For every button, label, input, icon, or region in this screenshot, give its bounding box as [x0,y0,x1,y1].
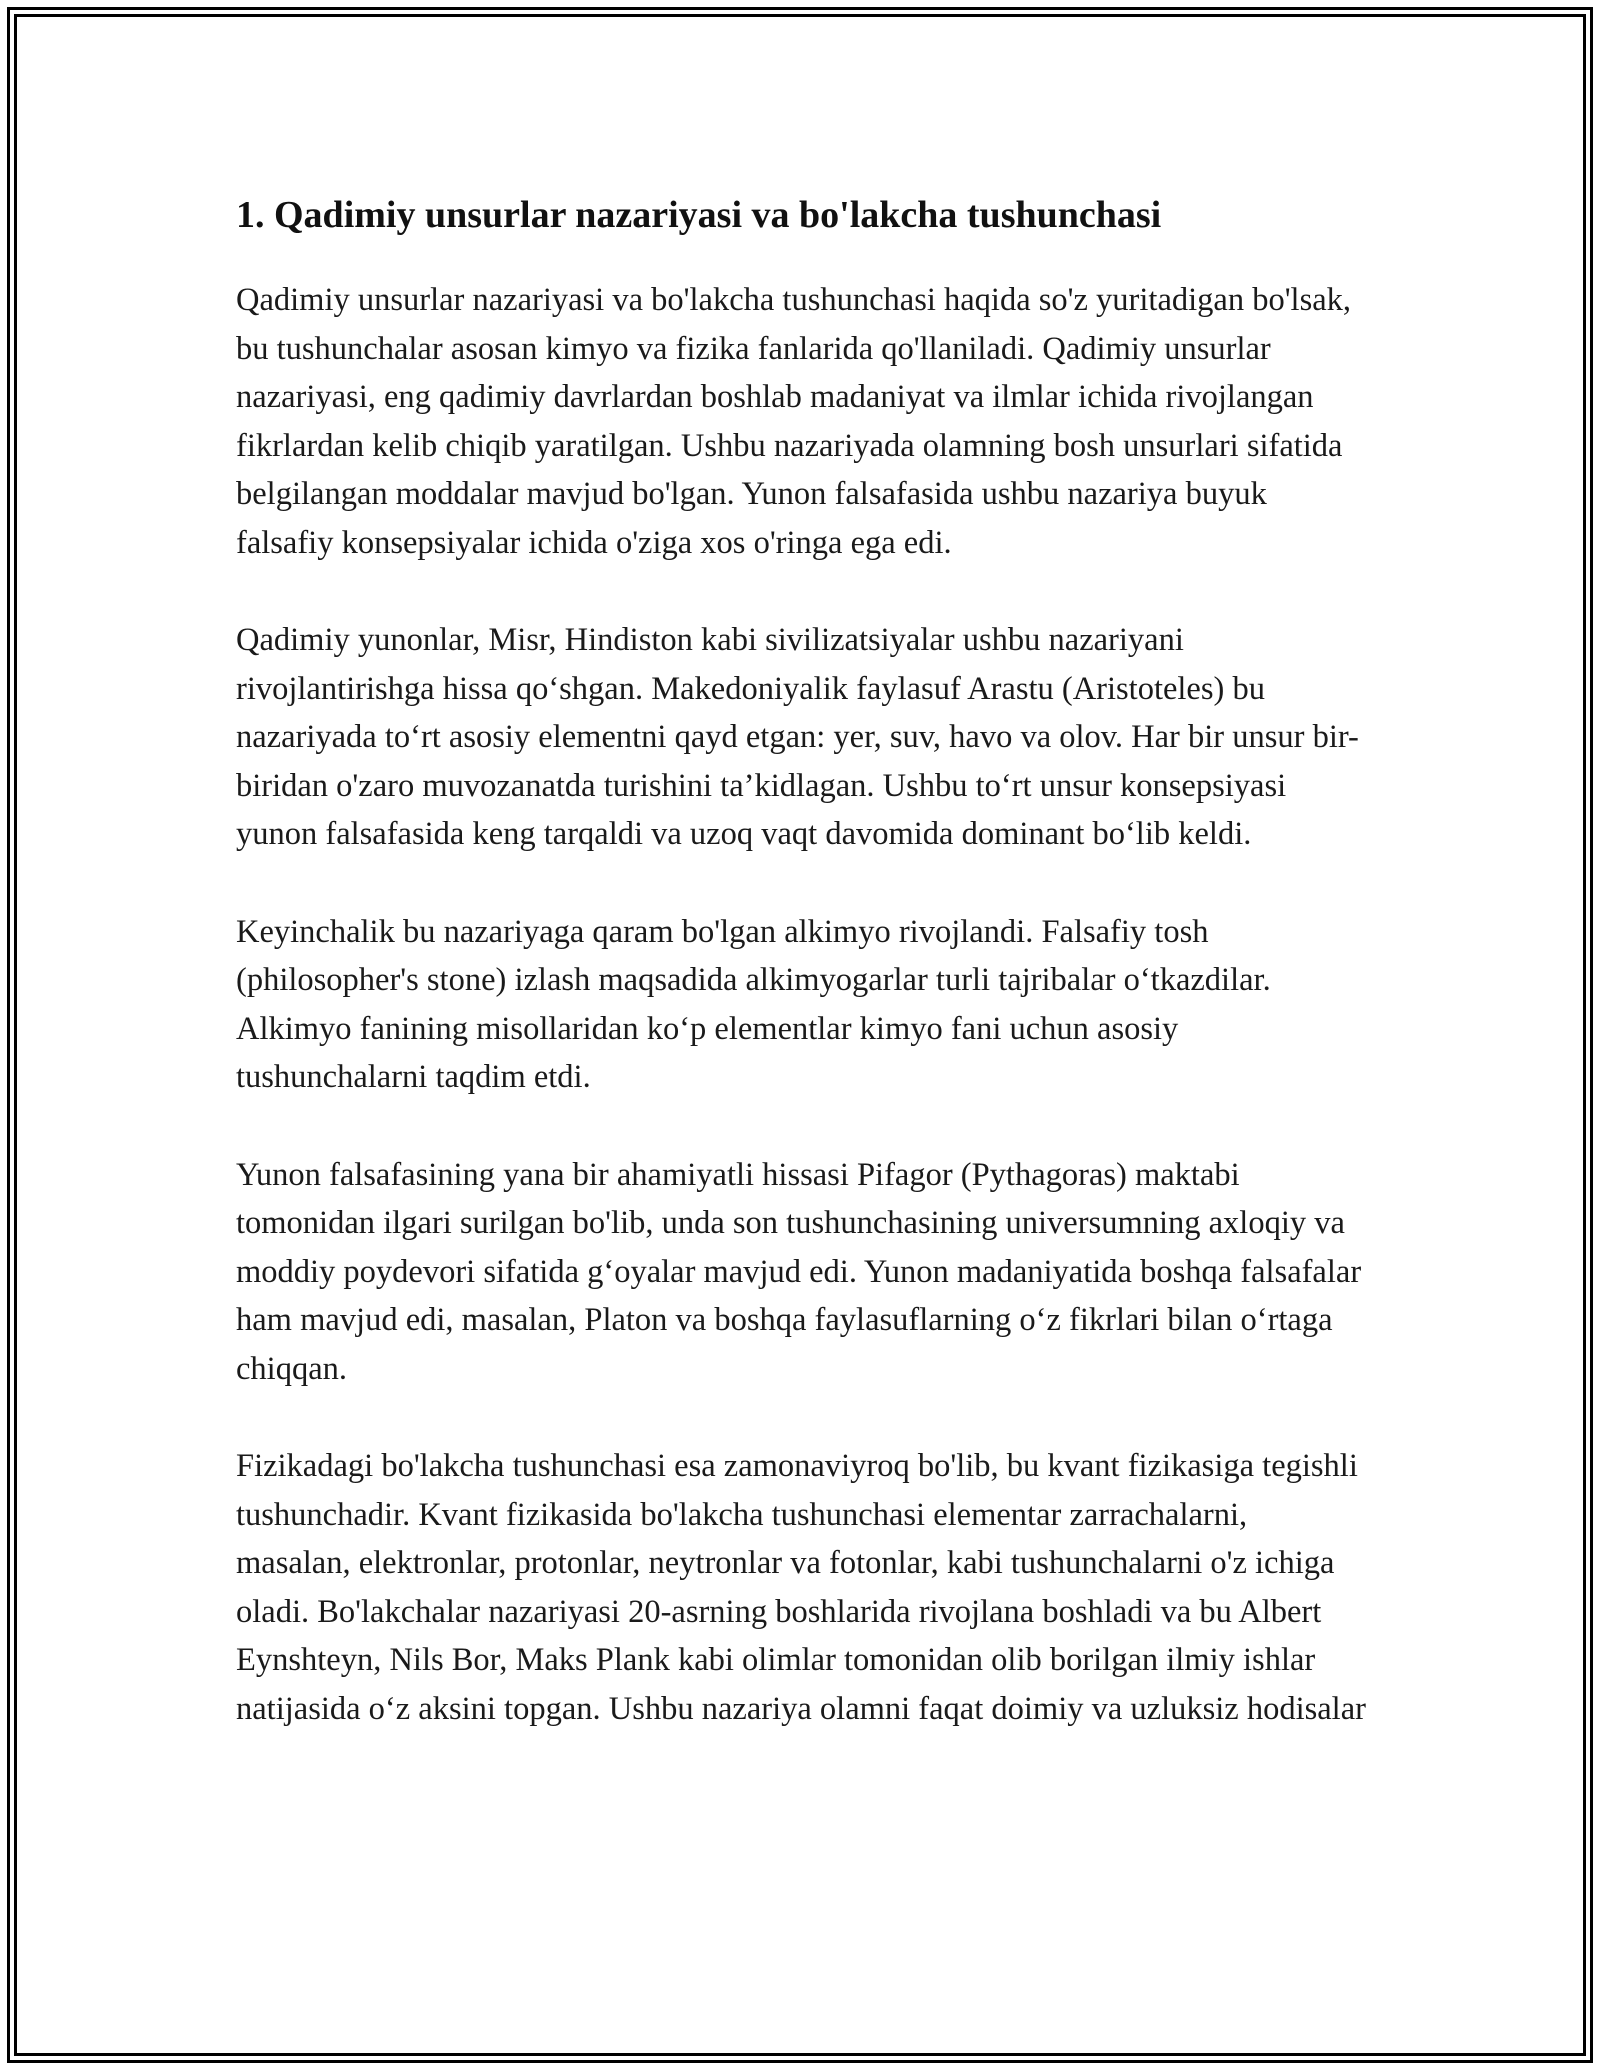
paragraph-3: Keyinchalik bu nazariyaga qaram bo'lgan alkimyo rivojlandi. Falsafiy tosh (philosopher's stone) izlash maqsadida alkimyogarlar turli tajribalar o‘tkazdilar. Alkimyo fanining misollaridan ko‘p elementlar kimyo fani uchun asosiy tushunchalarni taqdim etdi. [236,913,1271,1095]
paragraph-1: Qadimiy unsurlar nazariyasi va bo'lakcha tushunchasi haqida so'z yuritadigan bo'lsak, bu tushunchalar asosan kimyo va fizika fanlarida qo'llaniladi. Qadimiy unsurlar nazariyasi, eng qadimiy davrlardan boshlab madaniyat va ilmlar ichida rivojlangan fikrlardan kelib chiqib yaratilgan. Ushbu nazariyada olamning bosh unsurlari sifatida belgilangan moddalar mavjud bo'lgan. Yunon falsafasida ushbu nazariya buyuk falsafiy konsepsiyalar ichida o'ziga xos o'ringa ega edi. [236,282,1352,561]
document-body [236,184,1366,1782]
paragraph-4: Yunon falsafasining yana bir ahamiyatli hissasi Pifagor (Pythagoras) maktabi tomonidan ilgari surilgan bo'lib, unda son tushunchasining universumning axloqiy va moddiy poydevori sifatida g‘oyalar mavjud edi. Yunon madaniyatida boshqa falsafalar ham mavjud edi, masalan, Platon va boshqa faylasuflarning o‘z fikrlari bilan o‘rtaga chiqqan. [236,1156,1362,1387]
section-title: 1. Qadimiy unsurlar nazariyasi va bo'lakcha tushunchasi [236,194,1162,236]
paragraph-2: Qadimiy yunonlar, Misr, Hindiston kabi sivilizatsiyalar ushbu nazariyani rivojlantirishga hissa qo‘shgan. Makedoniyalik faylasuf Arastu (Aristoteles) bu nazariyada to‘rt asosiy elementni qayd etgan: yer, suv, havo va olov. Har bir unsur bir-biridan o'zaro muvozanatda turishini ta’kidlagan. Ushbu to‘rt unsur konsepsiyasi yunon falsafasida keng tarqaldi va uzoq vaqt davomida dominant bo‘lib keldi. [236,622,1359,852]
paragraph-5: Fizikadagi bo'lakcha tushunchasi esa zamonaviyroq bo'lib, bu kvant fizikasiga tegishli tushunchadir. Kvant fizikasida bo'lakcha tushunchasi elementar zarrachalarni, masalan, elektronlar, protonlar, neytronlar va fotonlar, kabi tushunchalarni o'z ichiga oladi. Bo'lakchalar nazariyasi 20-asrning boshlarida rivojlana boshladi va bu Albert Eynshteyn, Nils Bor, Maks Plank kabi olimlar tomonidan olib borilgan ilmiy ishlar natijasida o‘z aksini topgan. Ushbu nazariya olamni faqat doimiy va uzluksiz hodisalar [236,1448,1366,1727]
